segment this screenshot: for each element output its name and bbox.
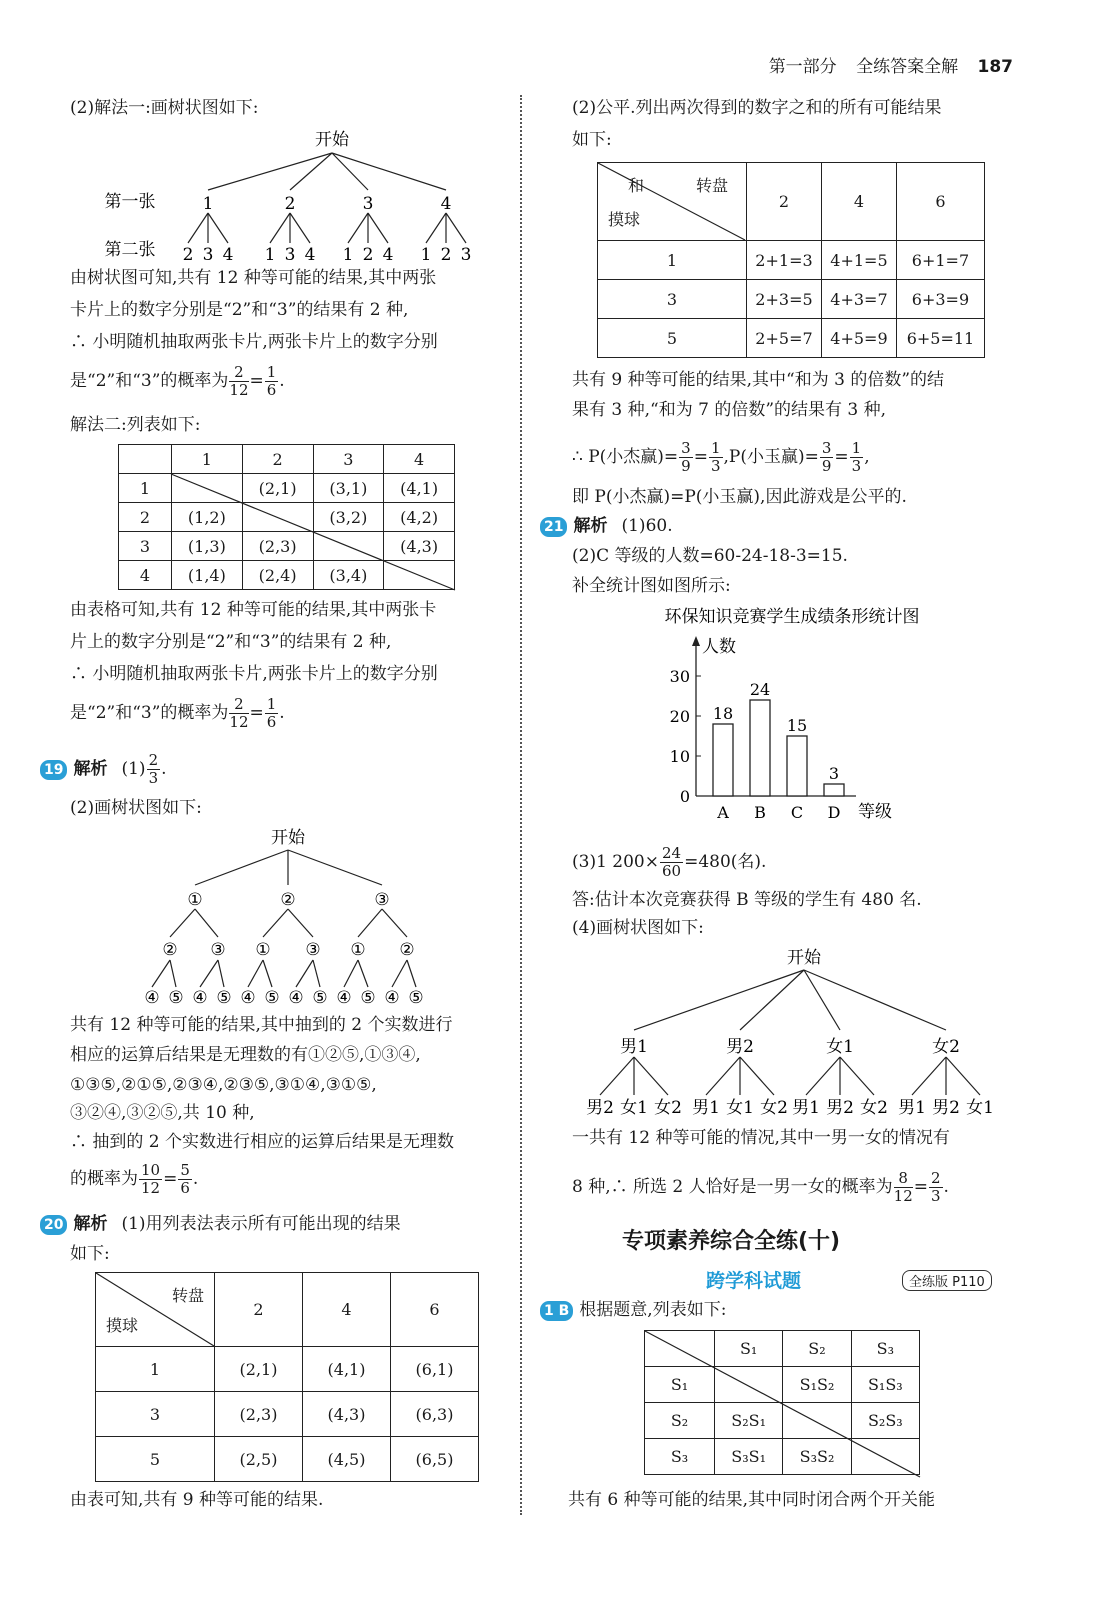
svg-text:男1: 男1 [898, 1098, 926, 1118]
svg-text:开始: 开始 [787, 948, 821, 968]
header-part: 第一部分 [768, 57, 837, 77]
tree-level-label: 第一张 [104, 192, 156, 212]
svg-text:3: 3 [284, 245, 296, 265]
svg-text:4: 4 [440, 194, 452, 214]
tree-diagram-3 [570, 945, 1010, 1120]
text-line: 共有 12 种等可能的结果,其中抽到的 2 个实数进行 [70, 1015, 453, 1035]
y-tick-label: 20 [669, 707, 690, 726]
text-line: (2)C 等级的人数=60-24-18-3=15. [572, 546, 848, 566]
table-diagonal [645, 1331, 923, 1479]
svg-text:男2: 男2 [826, 1098, 854, 1118]
reference-tag: 全练版 P110 [902, 1270, 992, 1291]
text-line: 共有 6 种等可能的结果,其中同时闭合两个开关能 [568, 1490, 936, 1510]
x-tick-label: B [754, 803, 766, 822]
bar [824, 784, 844, 796]
question-1: 1 B 根据题意,列表如下: [540, 1300, 726, 1321]
probability-line: 的概率为 $\frac{10}{12}$ = $\frac{5}{6}$ . [70, 1161, 199, 1197]
svg-text:④: ④ [336, 988, 352, 1008]
svg-text:③: ③ [374, 890, 390, 910]
svg-text:⑤: ⑤ [216, 988, 232, 1008]
text-line: 补全统计图如图所示: [572, 576, 731, 596]
text-line: 解法二:列表如下: [70, 415, 201, 435]
text-line: (4)画树状图如下: [572, 918, 704, 938]
text-line: ③②④,③②⑤,共 10 种, [70, 1103, 255, 1123]
bar [787, 736, 807, 796]
svg-text:2: 2 [362, 245, 374, 265]
probability-line: 8 种,∴ 所选 2 人恰好是一男一女的概率为 $\frac{8}{12}$ = $\frac{2}{3}$ . [572, 1169, 949, 1205]
text-line: 由树状图可知,共有 12 种等可能的结果,其中两张 [70, 268, 437, 288]
svg-text:女1: 女1 [826, 1037, 854, 1057]
svg-text:女2: 女2 [860, 1098, 888, 1118]
question-20: 20 解析 (1)用列表法表示所有可能出现的结果 [40, 1214, 401, 1235]
svg-text:1: 1 [202, 194, 214, 214]
svg-text:女1: 女1 [966, 1098, 994, 1118]
svg-text:④: ④ [144, 988, 160, 1008]
y-tick-label: 10 [669, 747, 690, 766]
text-line: (2)解法一:画树状图如下: [70, 98, 259, 118]
svg-text:⑤: ⑤ [408, 988, 424, 1008]
table-corner-diagonal [598, 163, 748, 243]
section-title: 专项素养综合全练(十) [622, 1229, 841, 1254]
question-number-badge: 20 [40, 1215, 67, 1235]
text-line: 如下: [572, 130, 612, 150]
bar [713, 724, 733, 796]
text-line: 由表格可知,共有 12 种等可能的结果,其中两张卡 [70, 600, 437, 620]
text-line: 如下: [70, 1244, 110, 1264]
svg-text:①: ① [187, 890, 203, 910]
svg-text:4: 4 [222, 245, 234, 265]
svg-text:③: ③ [210, 940, 226, 960]
svg-text:②: ② [280, 890, 296, 910]
chart-title: 环保知识竞赛学生成绩条形统计图 [664, 607, 920, 627]
svg-text:2: 2 [440, 245, 452, 265]
x-tick-label: A [717, 803, 729, 822]
tree-root: 开始 [315, 130, 349, 150]
svg-text:男1: 男1 [692, 1098, 720, 1118]
bar [750, 700, 770, 796]
svg-text:男2: 男2 [726, 1037, 754, 1057]
section-subtitle: 跨学科试题 [706, 1270, 802, 1292]
svg-text:男2: 男2 [932, 1098, 960, 1118]
svg-text:1: 1 [264, 245, 276, 265]
svg-text:②: ② [399, 940, 415, 960]
svg-text:⑤: ⑤ [312, 988, 328, 1008]
text-line: ∴ 小明随机抽取两张卡片,两张卡片上的数字分别 [70, 664, 438, 684]
text-line: 答:估计本次竞赛获得 B 等级的学生有 480 名. [572, 890, 922, 910]
svg-text:①: ① [255, 940, 271, 960]
y-tick-label: 0 [679, 787, 690, 806]
outcome-table-1: 1 2 3 4 1 (2,1) (3,1) (4,1) 2 (1,2) (3,2) (4,2) 3 (1,3) (2,3) (4,3) 4 (1,4) (2,4) (3,4) [118, 444, 455, 590]
svg-text:女1: 女1 [620, 1098, 648, 1118]
svg-text:④: ④ [288, 988, 304, 1008]
text-line: 片上的数字分别是“2”和“3”的结果有 2 种, [70, 632, 392, 652]
y-axis-arrow [692, 636, 700, 646]
text-line: (2)画树状图如下: [70, 798, 202, 818]
question-21: 21 解析 (1)60. [540, 516, 673, 537]
svg-text:开始: 开始 [271, 828, 305, 848]
svg-text:⑤: ⑤ [264, 988, 280, 1008]
bar-value-label: 15 [786, 716, 808, 735]
svg-text:3: 3 [202, 245, 214, 265]
text-line: 果有 3 种,“和为 7 的倍数”的结果有 3 种, [572, 400, 887, 420]
bar-chart [640, 600, 940, 830]
text-line: 由表可知,共有 9 种等可能的结果. [70, 1490, 324, 1510]
svg-text:1: 1 [342, 245, 354, 265]
sum-table: 和 转盘 摸球 2 4 6 1 2+1=3 4+1=5 6+1=7 3 2+3=5 4+3=7 6+3=9 5 2+5=7 4+5=9 6+5=11 [597, 162, 985, 358]
tree-diagram-1 [90, 125, 510, 270]
question-number-badge: 21 [540, 517, 567, 537]
text-line: ∴ 抽到的 2 个实数进行相应的运算后结果是无理数 [70, 1132, 455, 1152]
tree-diagram-2 [130, 825, 450, 1010]
svg-text:男2: 男2 [586, 1098, 614, 1118]
svg-text:3: 3 [460, 245, 472, 265]
text-line: 共有 9 种等可能的结果,其中“和为 3 的倍数”的结 [572, 370, 945, 390]
svg-text:2: 2 [284, 194, 296, 214]
column-divider [520, 95, 522, 1515]
y-tick-label: 30 [669, 667, 690, 686]
svg-text:④: ④ [240, 988, 256, 1008]
svg-text:女2: 女2 [932, 1037, 960, 1057]
text-line: ∴ 小明随机抽取两张卡片,两张卡片上的数字分别 [70, 332, 438, 352]
bar-value-label: 18 [712, 704, 734, 723]
text-line: 卡片上的数字分别是“2”和“3”的结果有 2 种, [70, 300, 409, 320]
svg-text:女2: 女2 [654, 1098, 682, 1118]
switch-table: S₁ S₂ S₃ S₁ S₁S₂ S₁S₃ S₂ S₂S₁ S₂S₃ S₃ S₃S₁ S₃S₂ [644, 1330, 920, 1475]
svg-text:⑤: ⑤ [360, 988, 376, 1008]
svg-text:男1: 男1 [620, 1037, 648, 1057]
text-line: 相应的运算后结果是无理数的有①②⑤,①③④, [70, 1045, 421, 1065]
chart-xlabel: 等级 [858, 802, 892, 822]
svg-text:④: ④ [192, 988, 208, 1008]
question-number-badge: 1 B [540, 1301, 573, 1321]
text-line: (2)公平.列出两次得到的数字之和的所有可能结果 [572, 98, 942, 118]
page-header [755, 52, 1013, 77]
text-line: 一共有 12 种等可能的情况,其中一男一女的情况有 [572, 1128, 950, 1148]
x-tick-label: C [790, 803, 804, 822]
x-tick-label: D [827, 803, 841, 822]
chart-ylabel: 人数 [702, 637, 736, 657]
svg-text:3: 3 [362, 194, 374, 214]
svg-text:2: 2 [182, 245, 194, 265]
page-number: 187 [977, 57, 1013, 77]
calc-line: (3)1 200× $\frac{24}{60}$ =480(名). [572, 844, 767, 880]
svg-text:女2: 女2 [760, 1098, 788, 1118]
question-19: 19 解析 (1) $\frac{2}{3}$ . [40, 752, 167, 787]
probability-line: ∴ P(小杰赢)= $\frac{3}{9}$ = $\frac{1}{3}$ ,P(小玉赢)= $\frac{3}{9}$ = $\frac{1}{3}$ , [572, 439, 870, 475]
svg-text:①: ① [350, 940, 366, 960]
text-line: 即 P(小杰赢)=P(小玉赢),因此游戏是公平的. [572, 487, 907, 507]
table-diagonal [171, 474, 456, 592]
header-section: 全练答案全解 [856, 57, 959, 77]
text-line: ①③⑤,②①⑤,②③④,②③⑤,③①④,③①⑤, [70, 1075, 377, 1095]
table-corner-diagonal [96, 1273, 216, 1348]
probability-line: 是“2”和“3”的概率为 $\frac{2}{12}$ = $\frac{1}{6}$ . [70, 695, 285, 731]
svg-text:⑤: ⑤ [168, 988, 184, 1008]
svg-text:4: 4 [304, 245, 316, 265]
tree-level-label: 第二张 [104, 240, 156, 260]
svg-text:男1: 男1 [792, 1098, 820, 1118]
svg-text:1: 1 [420, 245, 432, 265]
svg-text:4: 4 [382, 245, 394, 265]
bar-value-label: 3 [828, 764, 840, 783]
svg-text:②: ② [162, 940, 178, 960]
probability-line: 是“2”和“3”的概率为 $\frac{2}{12}$ = $\frac{1}{6}$ . [70, 363, 285, 399]
svg-text:③: ③ [305, 940, 321, 960]
question-number-badge: 19 [40, 760, 67, 780]
svg-text:④: ④ [384, 988, 400, 1008]
bar-value-label: 24 [749, 680, 771, 699]
svg-text:女1: 女1 [726, 1098, 754, 1118]
outcome-table-2: 转盘 摸球 2 4 6 1 (2,1) (4,1) (6,1) 3 (2,3) (4,3) (6,3) 5 (2,5) (4,5) (6,5) [95, 1272, 479, 1482]
